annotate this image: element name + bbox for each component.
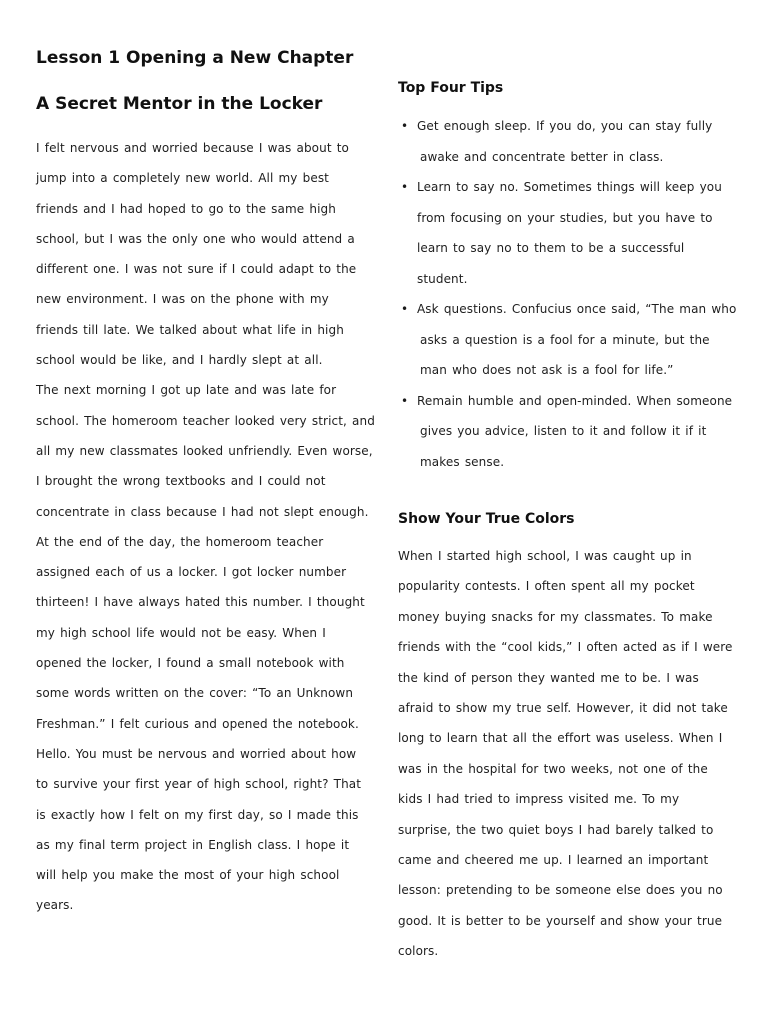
colors-line: kids I had tried to impress visited me. To my [398,792,680,807]
story-line: my high school life would not be easy. When I [36,625,326,640]
tip-line: man who does not ask is a fool for life.” [420,363,674,377]
story-line: opened the locker, I found a small notebook with [36,656,345,671]
bullet-icon: • [401,302,409,316]
tips-list [398,111,738,477]
story-line: jump into a completely new world. All my best [36,171,329,186]
tips-heading: Top Four Tips [398,80,504,96]
story-line: school, but I was the only one who would attend a [36,231,355,246]
bullet-icon: • [401,119,409,133]
colors-line: surprise, the two quiet boys I had barely talked to [398,822,714,837]
colors-body [398,541,732,966]
story-line: will help you make the most of your high school [36,868,340,883]
story-line: school. The homeroom teacher looked very strict, and [36,413,375,428]
bullet-icon: • [401,393,409,408]
story-line: The next morning I got up late and was late for [36,383,337,398]
tip-line: student. [417,271,468,286]
story-line: school would be like, and I hardly slept at all. [36,353,323,368]
story-line: friends and I had hoped to go to the same high [36,201,336,216]
tip-line: learn to say no to them to be a successful [417,241,685,255]
story-line: some words written on the cover: “To an Unknown [36,686,354,701]
tip-line: asks a question is a fool for a minute, but the [420,332,710,347]
colors-line: was in the hospital for two weeks, not one of the [398,761,708,776]
colors-line: afraid to show my true self. However, it did not take [398,700,728,715]
story-line: thirteen! I have always hated this number. I thought [36,595,365,610]
story-line: At the end of the day, the homeroom teacher [36,534,324,549]
story-line: to survive your first year of high school, right? That [36,777,362,792]
story-line: new environment. I was on the phone with my [36,292,329,307]
story-title: A Secret Mentor in the Locker [36,94,323,114]
story-line: assigned each of us a locker. I got locker number [36,565,347,580]
story-line: years. [36,898,74,913]
story-body [36,133,375,921]
colors-line: lesson: pretending to be someone else does you no [398,883,723,898]
story-line: is exactly how I felt on my first day, so I made this [36,807,359,822]
tip-line: from focusing on your studies, but you have to [417,210,713,225]
story-line: friends till late. We talked about what life in high [36,322,344,337]
story-line: as my final term project in English class. I hope it [36,837,350,852]
colors-line: the kind of person they wanted me to be. I was [398,670,699,685]
colors-line: money buying snacks for my classmates. To make [398,609,713,624]
colors-line: good. It is better to be yourself and show your true [398,913,723,928]
colors-line: popularity contests. I often spent all my pocket [398,579,695,594]
lesson-title: Lesson 1 Opening a New Chapter [36,48,354,68]
tip-line: gives you advice, listen to it and follow it if it [420,424,707,438]
tip-item [398,386,738,478]
colors-heading: Show Your True Colors [398,511,575,527]
colors-line: friends with the “cool kids,” I often acted as if I were [398,640,733,655]
story-line: I brought the wrong textbooks and I could not [36,474,326,489]
tip-line: Get enough sleep. If you do, you can stay fully [417,119,713,133]
story-line: Hello. You must be nervous and worried about how [36,746,357,761]
tip-item [398,294,738,386]
colors-line: long to learn that all the effort was useless. When I [398,731,723,746]
story-line: Freshman.” I felt curious and opened the notebook. [36,716,359,731]
tip-item [398,172,738,294]
colors-line: When I started high school, I was caught up in [398,549,692,563]
bullet-icon: • [401,180,409,194]
tip-line: Learn to say no. Sometimes things will keep you [417,180,722,194]
story-line: all my new classmates looked unfriendly. Even worse, [36,443,373,458]
story-line: concentrate in class because I had not slept enough. [36,504,369,519]
tip-line: awake and concentrate better in class. [420,149,664,164]
colors-line: colors. [398,944,439,959]
tip-line: Remain humble and open-minded. When someone [417,393,733,408]
tip-line: makes sense. [420,454,505,469]
colors-line: came and cheered me up. I learned an important [398,852,709,867]
story-line: I felt nervous and worried because I was about to [36,141,349,155]
tip-item [398,111,738,172]
tip-line: Ask questions. Confucius once said, “The man who [417,302,737,316]
story-line: different one. I was not sure if I could adapt to the [36,262,357,277]
